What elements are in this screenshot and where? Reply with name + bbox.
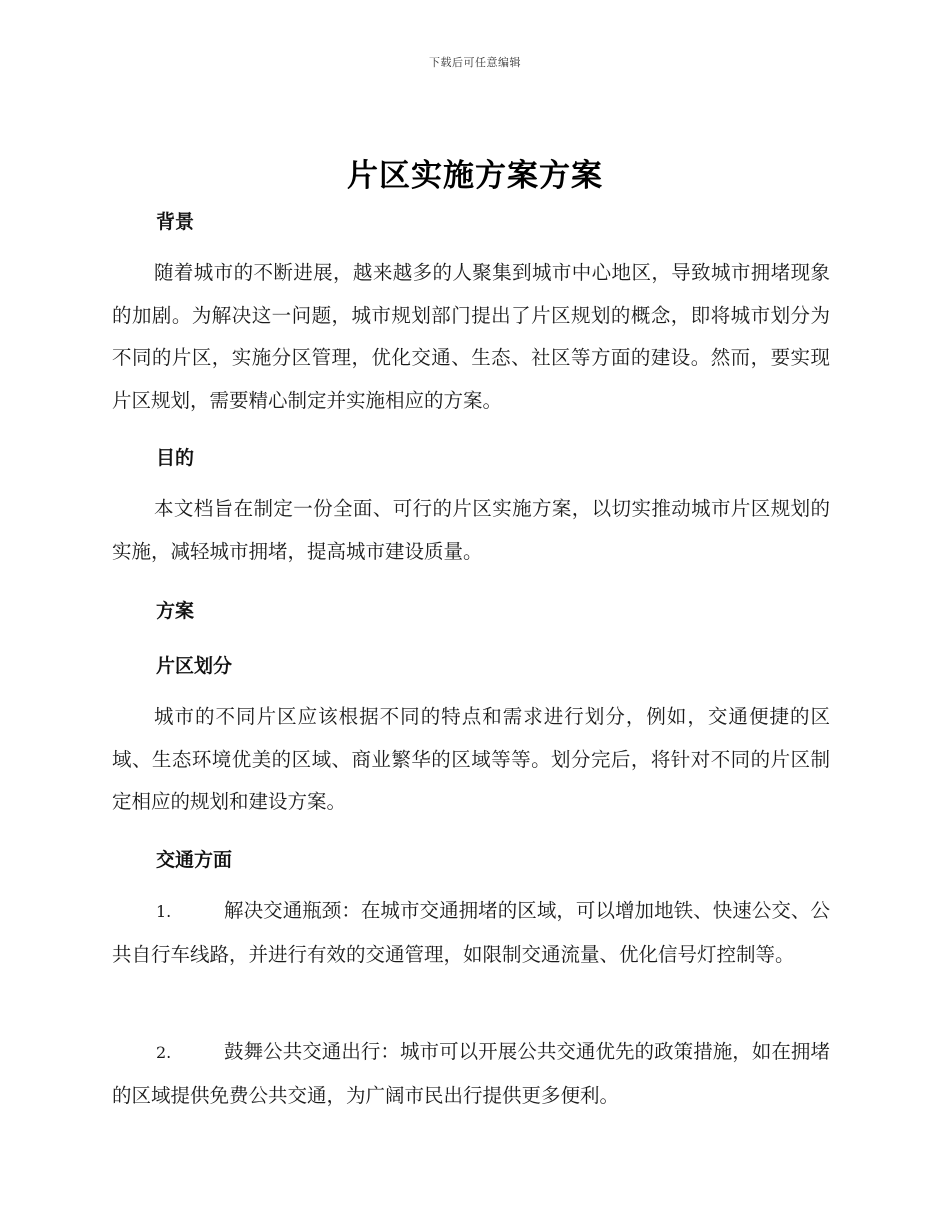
header-note: 下载后可任意编辑 [429,56,521,69]
document-title: 片区实施方案方案 [347,158,603,194]
list-item-number: 2. [156,1043,172,1062]
heading-purpose: 目的 [156,447,195,469]
list-item-number: 1. [156,902,172,921]
heading-background: 背景 [156,211,195,233]
paragraph-division: 城市的不同片区应该根据不同的特点和需求进行划分，例如，交通便捷的区域、生态环境优美的区域、商业繁华的区域等等。划分完后，将针对不同的片区制定相应的规划和建设方案。 [112,705,830,813]
list-item-text: 鼓舞公共交通出行：城市可以开展公共交通优先的政策措施，如在拥堵的区域提供免费公共交通，为广阔市民出行提供更多便利。 [112,1040,830,1107]
heading-traffic: 交通方面 [156,849,233,871]
heading-plan: 方案 [156,600,195,622]
heading-division: 片区划分 [156,655,233,677]
list-item [112,1031,830,1117]
list-item [112,890,830,976]
list-item-text: 解决交通瓶颈：在城市交通拥堵的区域，可以增加地铁、快速公交、公共自行车线路，并进行有效的交通管理，如限制交通流量、优化信号灯控制等。 [112,899,830,966]
paragraph-background: 随着城市的不断进展，越来越多的人聚集到城市中心地区，导致城市拥堵现象的加剧。为解决这一问题，城市规划部门提出了片区规划的概念，即将城市划分为不同的片区，实施分区管理，优化交通、生态、社区等方面的建设。然而，要实现片区规划，需要精心制定并实施相应的方案。 [112,261,830,412]
paragraph-purpose: 本文档旨在制定一份全面、可行的片区实施方案，以切实推动城市片区规划的实施，减轻城市拥堵，提高城市建设质量。 [112,497,830,563]
